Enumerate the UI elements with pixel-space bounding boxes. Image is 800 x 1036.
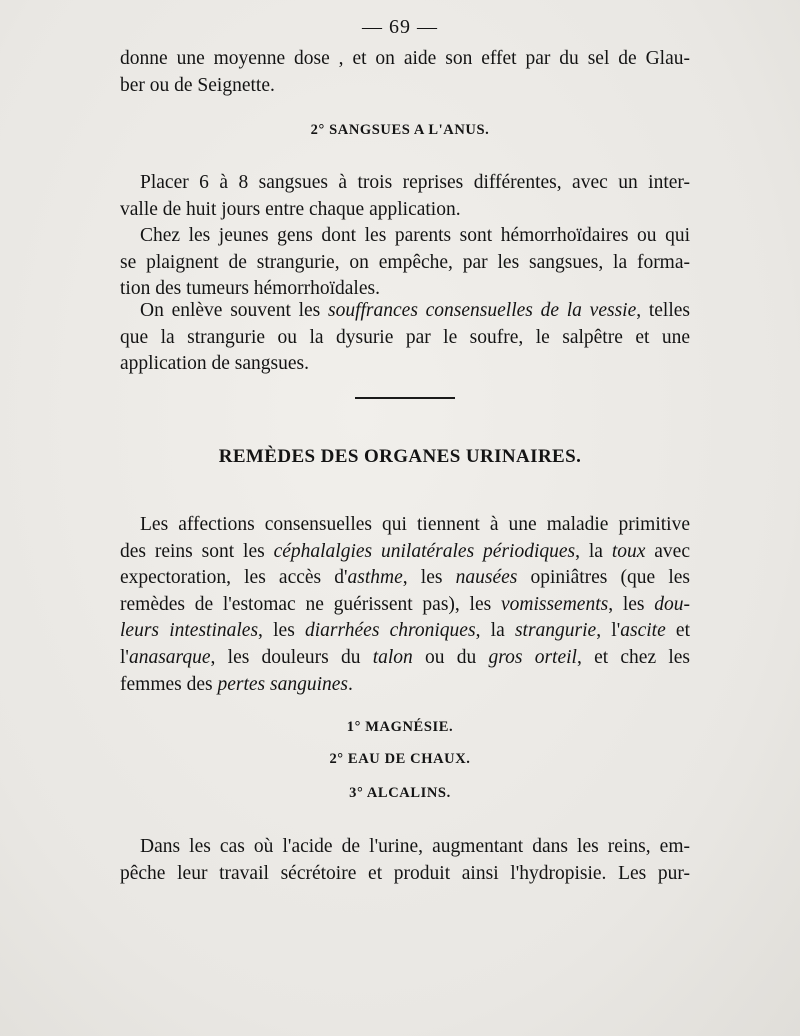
text-run: des reins sont les (120, 540, 274, 562)
text-line (120, 618, 690, 645)
text-line: ber ou de Seignette. (120, 74, 275, 96)
text-run: femmes des (120, 673, 218, 695)
text-run: et (665, 620, 691, 642)
text-run: opiniâtres (que les (517, 567, 690, 589)
text-line (120, 565, 690, 592)
text-line: pêche leur travail sécrétoire et produit ainsi l'hydropisie. Les pur- (120, 862, 690, 884)
italic-text: talon (372, 646, 413, 668)
italic-text: anasarque (128, 646, 211, 668)
top-paragraph (120, 46, 690, 99)
text-run: , l' (596, 620, 621, 642)
text-line (120, 539, 690, 566)
text-run: . (348, 673, 353, 695)
text-run: l' (120, 646, 129, 668)
italic-text: nausées (455, 567, 518, 589)
italic-text: céphalalgies unilatérales périodiques (273, 540, 576, 562)
leeches-paragraph-3 (120, 298, 690, 378)
italic-text: gros orteil (488, 646, 577, 668)
italic-text: diarrhées chroniques (305, 620, 476, 642)
leeches-paragraph-2 (120, 223, 690, 303)
italic-text: leurs intestinales (120, 620, 259, 642)
text-run: ou du (412, 646, 489, 668)
text-run: , telles (636, 300, 691, 321)
text-line: valle de huit jours entre chaque application. (120, 198, 461, 220)
text-line (120, 672, 690, 699)
text-line: Chez les jeunes gens dont les parents sont hémorrhoïdaires ou qui (140, 225, 690, 246)
italic-text: vomissements (500, 593, 609, 615)
section-heading-urinary: REMÈDES DES ORGANES URINAIRES. (218, 446, 582, 467)
italic-text: dou- (654, 593, 690, 615)
italic-text: toux (611, 540, 646, 562)
remedy-heading-alkalines: 3° ALCALINS. (349, 785, 451, 801)
text-line: Les affections consensuelles qui tiennent à une maladie primitive (140, 514, 690, 535)
text-run: , les douleurs du (210, 646, 373, 668)
remedy-heading-magnesia: 1° MAGNÉSIE. (346, 719, 454, 735)
section-divider (355, 397, 455, 399)
closing-paragraph (120, 834, 690, 887)
section-heading-leeches: 2° SANGSUES A L'ANUS. (310, 122, 490, 138)
text-run: , la (575, 540, 612, 562)
text-run: , les (608, 593, 655, 615)
text-run: remèdes de l'estomac ne guérissent pas), les (120, 593, 501, 615)
remedy-heading-lime-water: 2° EAU DE CHAUX. (329, 751, 471, 767)
text-run: expectoration, les accès d' (120, 567, 348, 589)
text-run: avec (645, 540, 690, 562)
text-line: Placer 6 à 8 sangsues à trois reprises différentes, avec un inter- (140, 172, 690, 193)
italic-text: ascite (620, 620, 666, 642)
text-line (120, 592, 690, 619)
italic-text: strangurie (514, 620, 597, 642)
text-run: , les (258, 620, 306, 642)
text-line (120, 298, 690, 325)
text-line: que la strangurie ou la dysurie par le soufre, le salpêtre et une (120, 326, 690, 348)
text-line: application de sangsues. (120, 353, 309, 375)
leeches-paragraph-1 (120, 170, 690, 223)
text-run: , et chez les (576, 646, 691, 668)
urinary-paragraph (120, 512, 690, 698)
text-line: Dans les cas où l'acide de l'urine, augmentant dans les reins, em- (140, 836, 690, 857)
text-run: On enlève souvent les (140, 300, 328, 321)
page-number: — 69 — (362, 16, 438, 38)
text-line (120, 645, 690, 672)
italic-text: asthme (347, 567, 403, 589)
italic-text: souffrances consensuelles de la vessie (328, 300, 637, 321)
text-run: , la (475, 620, 515, 642)
text-run: , les (402, 567, 456, 589)
text-line: tion des tumeurs hémorrhoïdales. (120, 278, 380, 300)
italic-text: pertes sanguines (217, 673, 349, 695)
text-line: se plaignent de strangurie, on empêche, par les sangsues, la forma- (120, 251, 690, 273)
text-line: donne une moyenne dose , et on aide son effet par du sel de Glau- (120, 48, 690, 69)
